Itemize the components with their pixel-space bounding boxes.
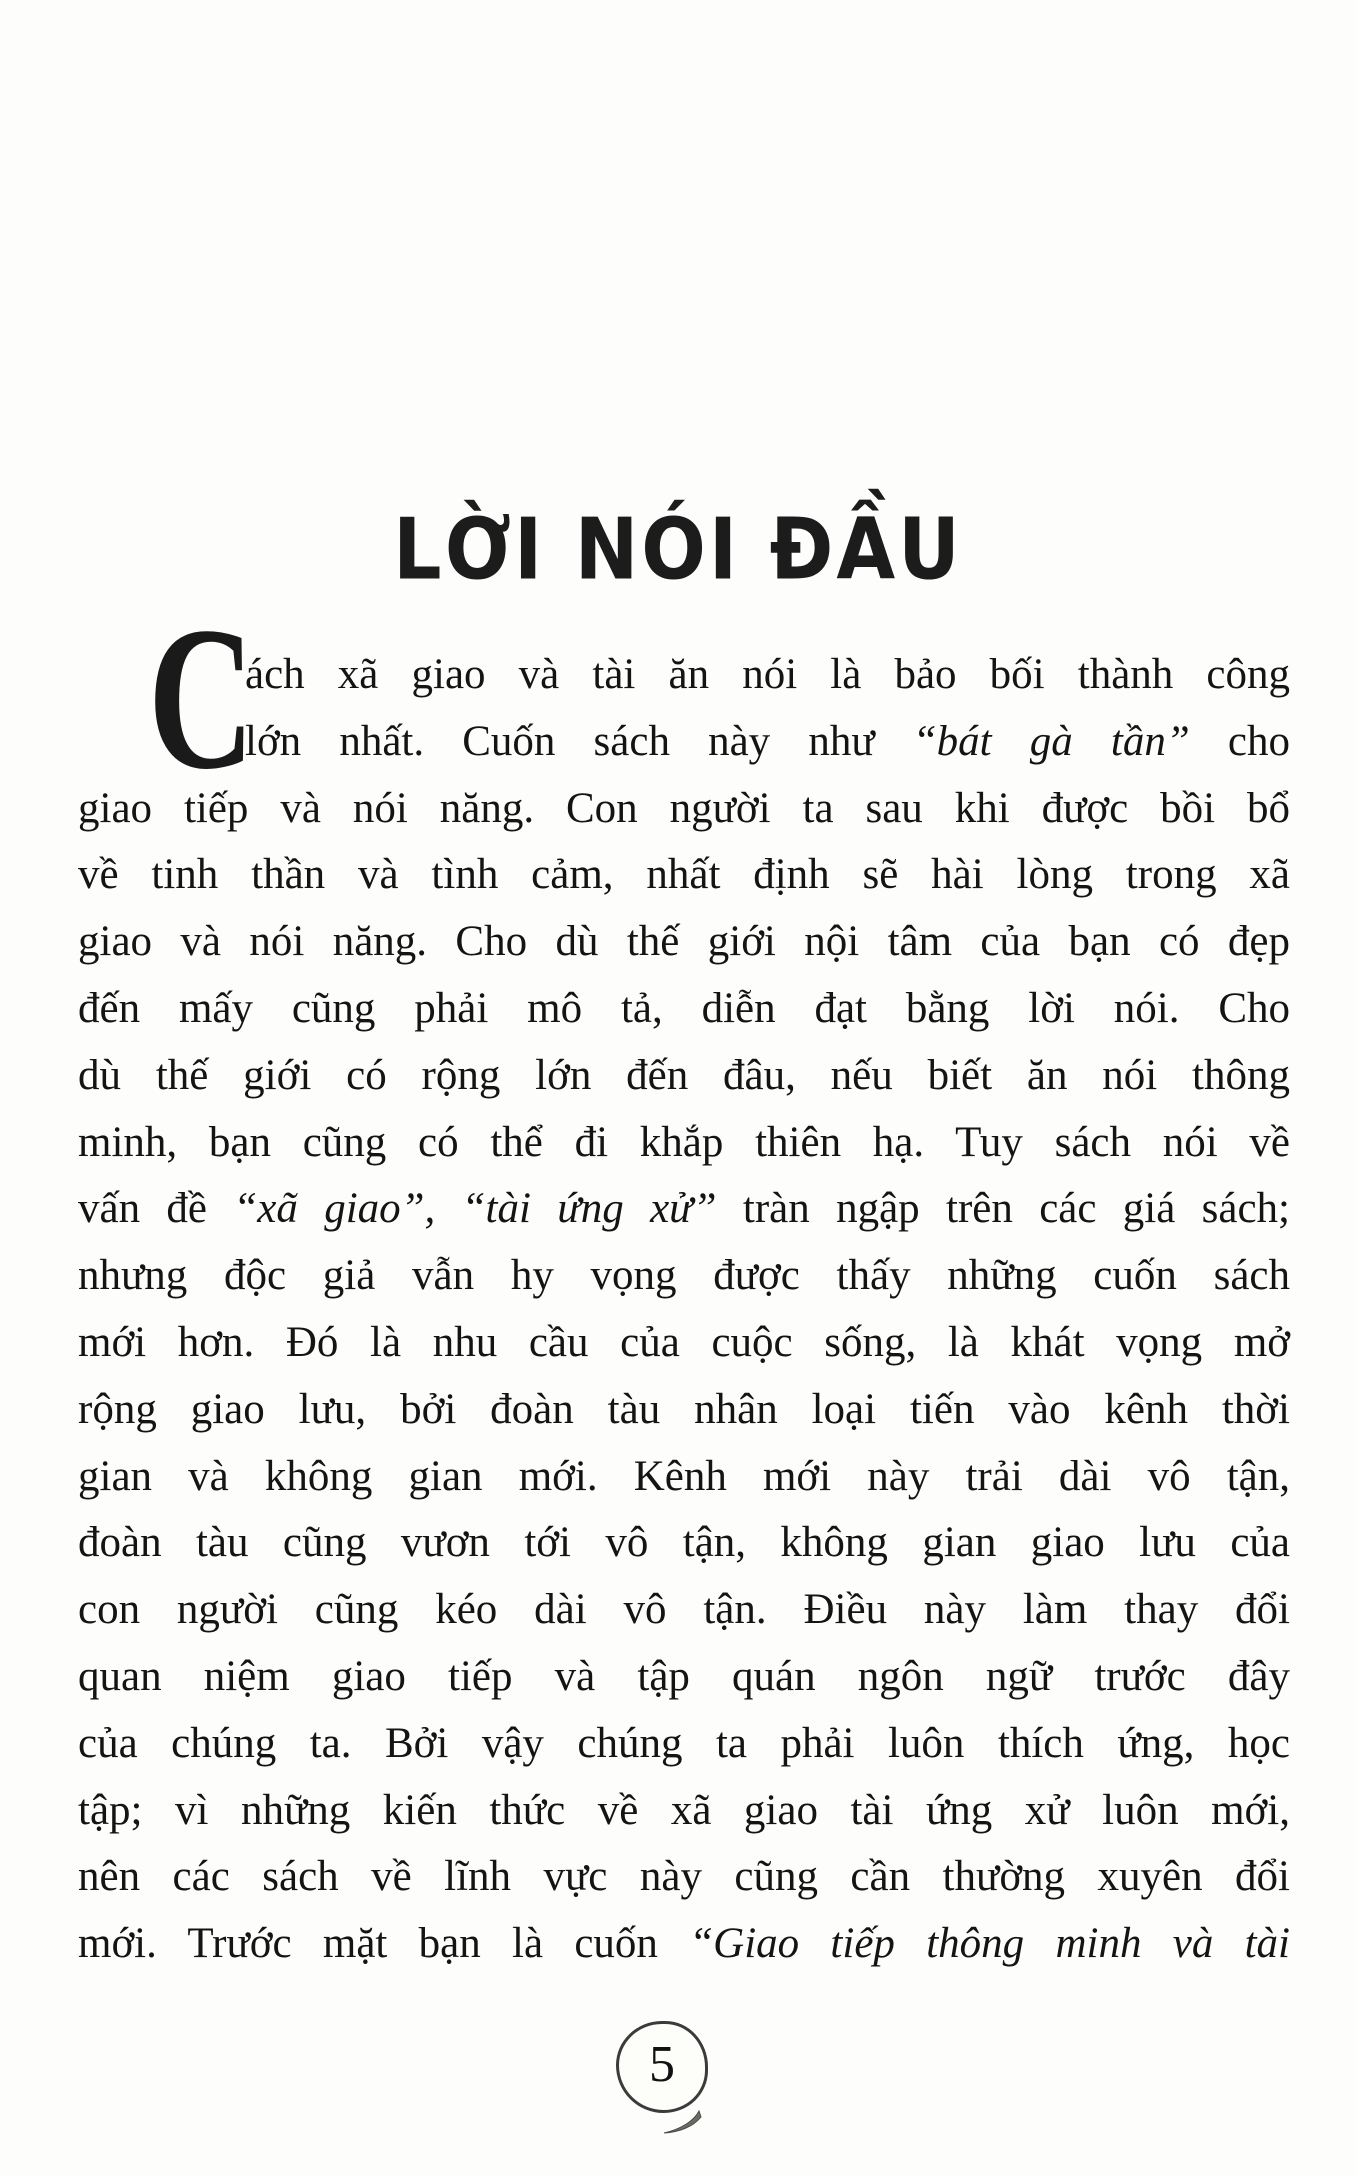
body-line xyxy=(78,642,1290,709)
body-line xyxy=(78,842,1290,909)
body-line xyxy=(78,776,1290,843)
body-line xyxy=(78,1510,1290,1577)
chapter-title: LỜI NÓI ĐẦU xyxy=(393,498,963,599)
body-text: quan niệm giao tiếp và tập quán ngôn ngữ trước đây xyxy=(78,1652,1290,1700)
body-text-italic: “Giao tiếp thông minh và tài xyxy=(689,1920,1290,1968)
body-text: dù thế giới có rộng lớn đến đâu, nếu biết ăn nói thông xyxy=(78,1051,1290,1099)
body-text-italic: “xã giao”, “tài ứng xử” xyxy=(233,1185,717,1233)
body-line xyxy=(78,1377,1290,1444)
body-line xyxy=(78,1176,1290,1243)
body-line xyxy=(78,1243,1290,1310)
body-text: về tinh thần và tình cảm, nhất định sẽ hài lòng trong xã xyxy=(78,851,1290,899)
body-text: giao và nói năng. Cho dù thế giới nội tâm của bạn có đẹp xyxy=(78,918,1290,966)
body-text-italic: “bát gà tần” xyxy=(912,717,1190,765)
body-text: mới. Trước mặt bạn là cuốn xyxy=(78,1920,690,1968)
body-line xyxy=(78,1043,1290,1110)
body-text: nhưng độc giả vẫn hy vọng được thấy những cuốn sách xyxy=(78,1252,1290,1300)
body-line xyxy=(78,1911,1290,1978)
body-text: ách xã giao và tài ăn nói là bảo bối thành công xyxy=(245,651,1290,698)
body-text: tràn ngập trên các giá sách; xyxy=(716,1185,1291,1233)
body-text: lớn nhất. Cuốn sách này như xyxy=(245,717,913,765)
body-text-block xyxy=(78,642,1290,1978)
body-line xyxy=(78,1310,1290,1377)
page-number-badge xyxy=(616,2021,708,2113)
body-text: con người cũng kéo dài vô tận. Điều này làm thay đổi xyxy=(78,1586,1290,1634)
body-line xyxy=(78,1644,1290,1711)
badge-tail-ornament xyxy=(661,2110,703,2136)
body-line xyxy=(78,976,1290,1043)
body-line xyxy=(78,1844,1290,1911)
body-line xyxy=(78,1711,1290,1778)
body-text: của chúng ta. Bởi vậy chúng ta phải luôn thích ứng, học xyxy=(78,1719,1290,1767)
body-line xyxy=(78,709,1290,776)
body-line xyxy=(78,1110,1290,1177)
body-text: vấn đề xyxy=(78,1185,234,1233)
body-text: minh, bạn cũng có thể đi khắp thiên hạ. Tuy sách nói về xyxy=(78,1118,1290,1166)
drop-cap: C xyxy=(148,585,255,812)
body-line xyxy=(78,1444,1290,1511)
body-text: cho xyxy=(1189,717,1290,765)
body-text: gian và không gian mới. Kênh mới này trải dài vô tận, xyxy=(78,1452,1290,1500)
body-text: giao tiếp và nói năng. Con người ta sau khi được bồi bổ xyxy=(78,784,1290,832)
body-text: đến mấy cũng phải mô tả, diễn đạt bằng lời nói. Cho xyxy=(78,984,1290,1032)
body-line xyxy=(78,1778,1290,1845)
body-text: đoàn tàu cũng vươn tới vô tận, không gian giao lưu của xyxy=(78,1519,1290,1567)
page-number: 5 xyxy=(649,2036,675,2093)
body-text: tập; vì những kiến thức về xã giao tài ứng xử luôn mới, xyxy=(78,1786,1290,1834)
body-line xyxy=(78,1577,1290,1644)
body-text: rộng giao lưu, bởi đoàn tàu nhân loại tiến vào kênh thời xyxy=(78,1385,1290,1433)
body-text: nên các sách về lĩnh vực này cũng cần thường xuyên đổi xyxy=(78,1853,1290,1901)
body-text: mới hơn. Đó là nhu cầu của cuộc sống, là khát vọng mở xyxy=(78,1318,1290,1366)
body-line xyxy=(78,909,1290,976)
